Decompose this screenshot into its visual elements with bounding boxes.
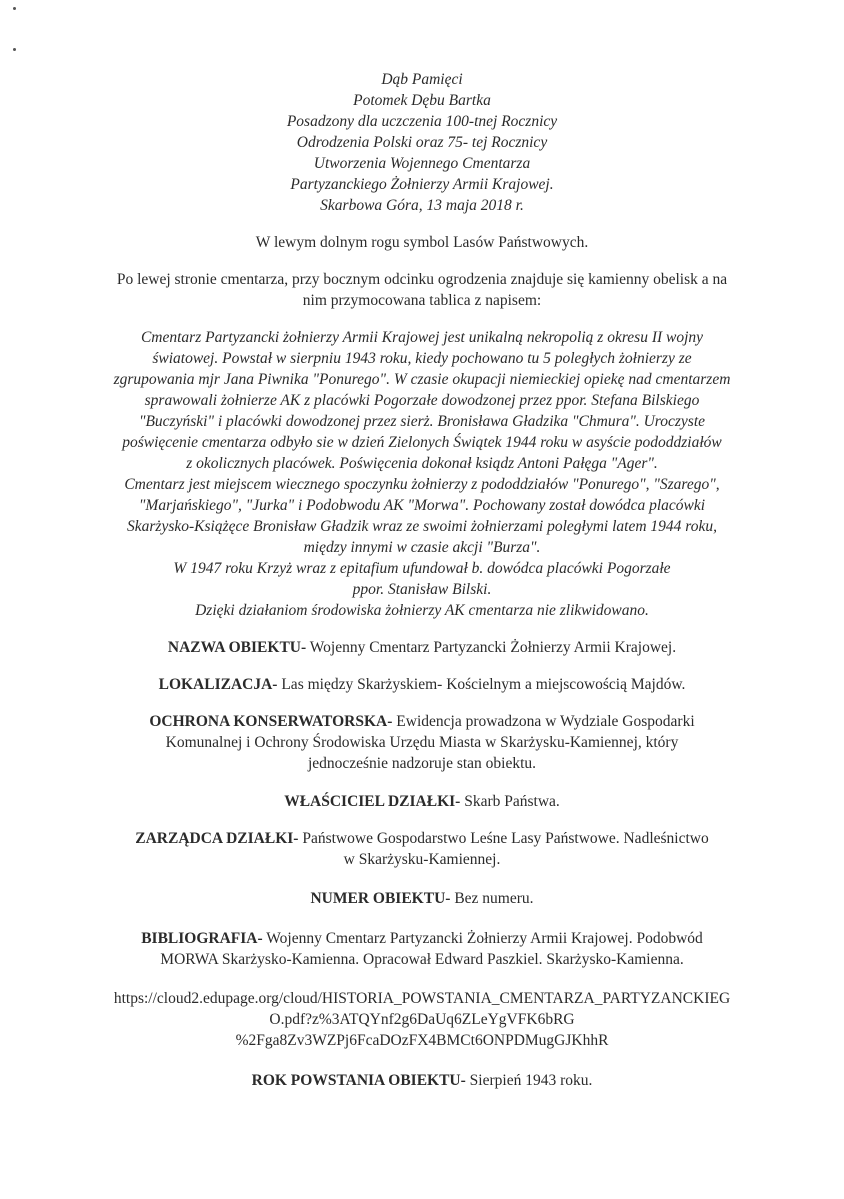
url-line: %2Fga8Zv3WZPj6FcaDOzFX4BMCt6ONPDMugGJKhhR <box>235 1032 609 1049</box>
inscription-line: poświęcenie cmentarza odbyło sie w dzień Zielonych Świątek 1944 roku w asyście pododdziałów <box>122 434 722 451</box>
entry-value: Państwowe Gospodarstwo Leśne Lasy Państwowe. Nadleśnictwo <box>298 830 709 847</box>
entry-line <box>0 929 844 949</box>
entry-label: OCHRONA KONSERWATORSKA- <box>149 713 393 730</box>
entry-value: Sierpień 1943 roku. <box>465 1072 593 1089</box>
entry-lokalizacja <box>0 675 844 695</box>
inscription-line: W 1947 roku Krzyż wraz z epitafium ufundował b. dowódca placówki Pogorzałe <box>173 560 671 577</box>
heading-line: Partyzanckiego Żołnierzy Armii Krajowej. <box>290 176 554 193</box>
entry-label: ZARZĄDCA DZIAŁKI- <box>135 830 299 847</box>
entry-line: jednocześnie nadzoruje stan obiektu. <box>307 755 537 772</box>
entry-numer <box>0 889 844 909</box>
heading-line: Skarbowa Góra, 13 maja 2018 r. <box>320 197 524 214</box>
entry-value: Skarb Państwa. <box>460 793 560 810</box>
entry-label: NAZWA OBIEKTU- <box>167 639 307 656</box>
entry-line <box>0 829 844 849</box>
entry-value: Wojenny Cmentarz Partyzancki Żołnierzy Armii Krajowej. Podobwód <box>262 930 703 947</box>
heading-line: Potomek Dębu Bartka <box>353 92 491 109</box>
entry-label: NUMER OBIEKTU- <box>310 890 451 907</box>
inscription-line: Cmentarz Partyzancki żołnierzy Armii Krajowej jest unikalną nekropolią z okresu II wojny <box>140 329 704 346</box>
entry-wlasciciel <box>0 792 844 812</box>
entry-label: ROK POWSTANIA OBIEKTU- <box>251 1072 466 1089</box>
inscription-line: Cmentarz jest miejscem wiecznego spoczynku żołnierzy z pododdziałów "Ponurego", "Szarego", <box>124 476 720 493</box>
entry-line: MORWA Skarżysko-Kamienna. Opracował Edward Paszkiel. Skarżysko-Kamienna. <box>160 951 684 968</box>
inscription-line: ppor. Stanisław Bilski. <box>352 581 492 598</box>
url-line: https://cloud2.edupage.org/cloud/HISTORIA_POWSTANIA_CMENTARZA_PARTYZANCKIEG <box>113 990 731 1007</box>
obelisk-intro-line: nim przymocowana tablica z napisem: <box>302 292 542 309</box>
heading-line: Utworzenia Wojennego Cmentarza <box>313 155 531 172</box>
inscription-line: Dzięki działaniom środowiska żołnierzy AK cmentarza nie zlikwidowano. <box>195 602 649 619</box>
heading-line: Odrodzenia Polski oraz 75- tej Rocznicy <box>296 134 548 151</box>
heading-line: Dąb Pamięci <box>381 71 463 88</box>
inscription-line: "Buczyński" i placówki dowodzonej przez sierż. Bronisława Gładzika "Chmura". Uroczyste <box>138 413 706 430</box>
entry-label: WŁAŚCICIEL DZIAŁKI- <box>284 793 461 810</box>
inscription-line: Skarżysko-Książęce Bronisław Gładzik wraz ze swoimi żołnierzami poległymi latem 1944 roku, <box>127 518 717 535</box>
entry-value: Ewidencja prowadzona w Wydziale Gospodarki <box>392 713 695 730</box>
heading-line: Posadzony dla uczczenia 100-tnej Rocznicy <box>286 113 558 130</box>
inscription-line: zgrupowania mjr Jana Piwnika "Ponurego". W czasie okupacji niemieckiej opiekę nad cmentarzem <box>113 371 731 388</box>
url-line: O.pdf?z%3ATQYnf2g6DaUq6ZLeYgVFK6bRG <box>269 1011 575 1028</box>
entry-nazwa <box>0 638 844 658</box>
inscription-line: z okolicznych placówek. Poświęcenia dokonał ksiądz Antoni Pałęga "Ager". <box>186 455 658 472</box>
entry-label: LOKALIZACJA- <box>158 676 278 693</box>
entry-value: Bez numeru. <box>450 890 534 907</box>
entry-line: Komunalnej i Ochrony Środowiska Urzędu Miasta w Skarżysku-Kamiennej, który <box>165 734 679 751</box>
entry-line: w Skarżysku-Kamiennej. <box>343 851 501 868</box>
entry-line <box>0 712 844 732</box>
inscription-line: sprawowali żołnierze AK z placówki Pogorzałe dowodzonej przez ppor. Stefana Bilskiego <box>144 392 700 409</box>
scan-speck-2 <box>13 48 16 51</box>
obelisk-intro-line: Po lewej stronie cmentarza, przy bocznym odcinku ogrodzenia znajduje się kamienny obelisk a na <box>116 271 728 288</box>
scan-speck-1 <box>13 7 16 10</box>
symbol-note: W lewym dolnym rogu symbol Lasów Państwowych. <box>255 234 589 251</box>
entry-value: Wojenny Cmentarz Partyzancki Żołnierzy Armii Krajowej. <box>306 639 677 656</box>
entry-value: Las między Skarżyskiem- Kościelnym a miejscowością Majdów. <box>277 676 686 693</box>
entry-label: BIBLIOGRAFIA- <box>141 930 263 947</box>
inscription-line: między innymi w czasie akcji "Burza". <box>303 539 541 556</box>
inscription-line: "Marjańskiego", "Jurka" i Podobwodu AK "Morwa". Pochowany został dowódca placówki <box>138 497 706 514</box>
entry-rok <box>0 1071 844 1091</box>
inscription-line: światowej. Powstał w sierpniu 1943 roku, kiedy pochowano tu 5 poległych żołnierzy ze <box>152 350 692 367</box>
